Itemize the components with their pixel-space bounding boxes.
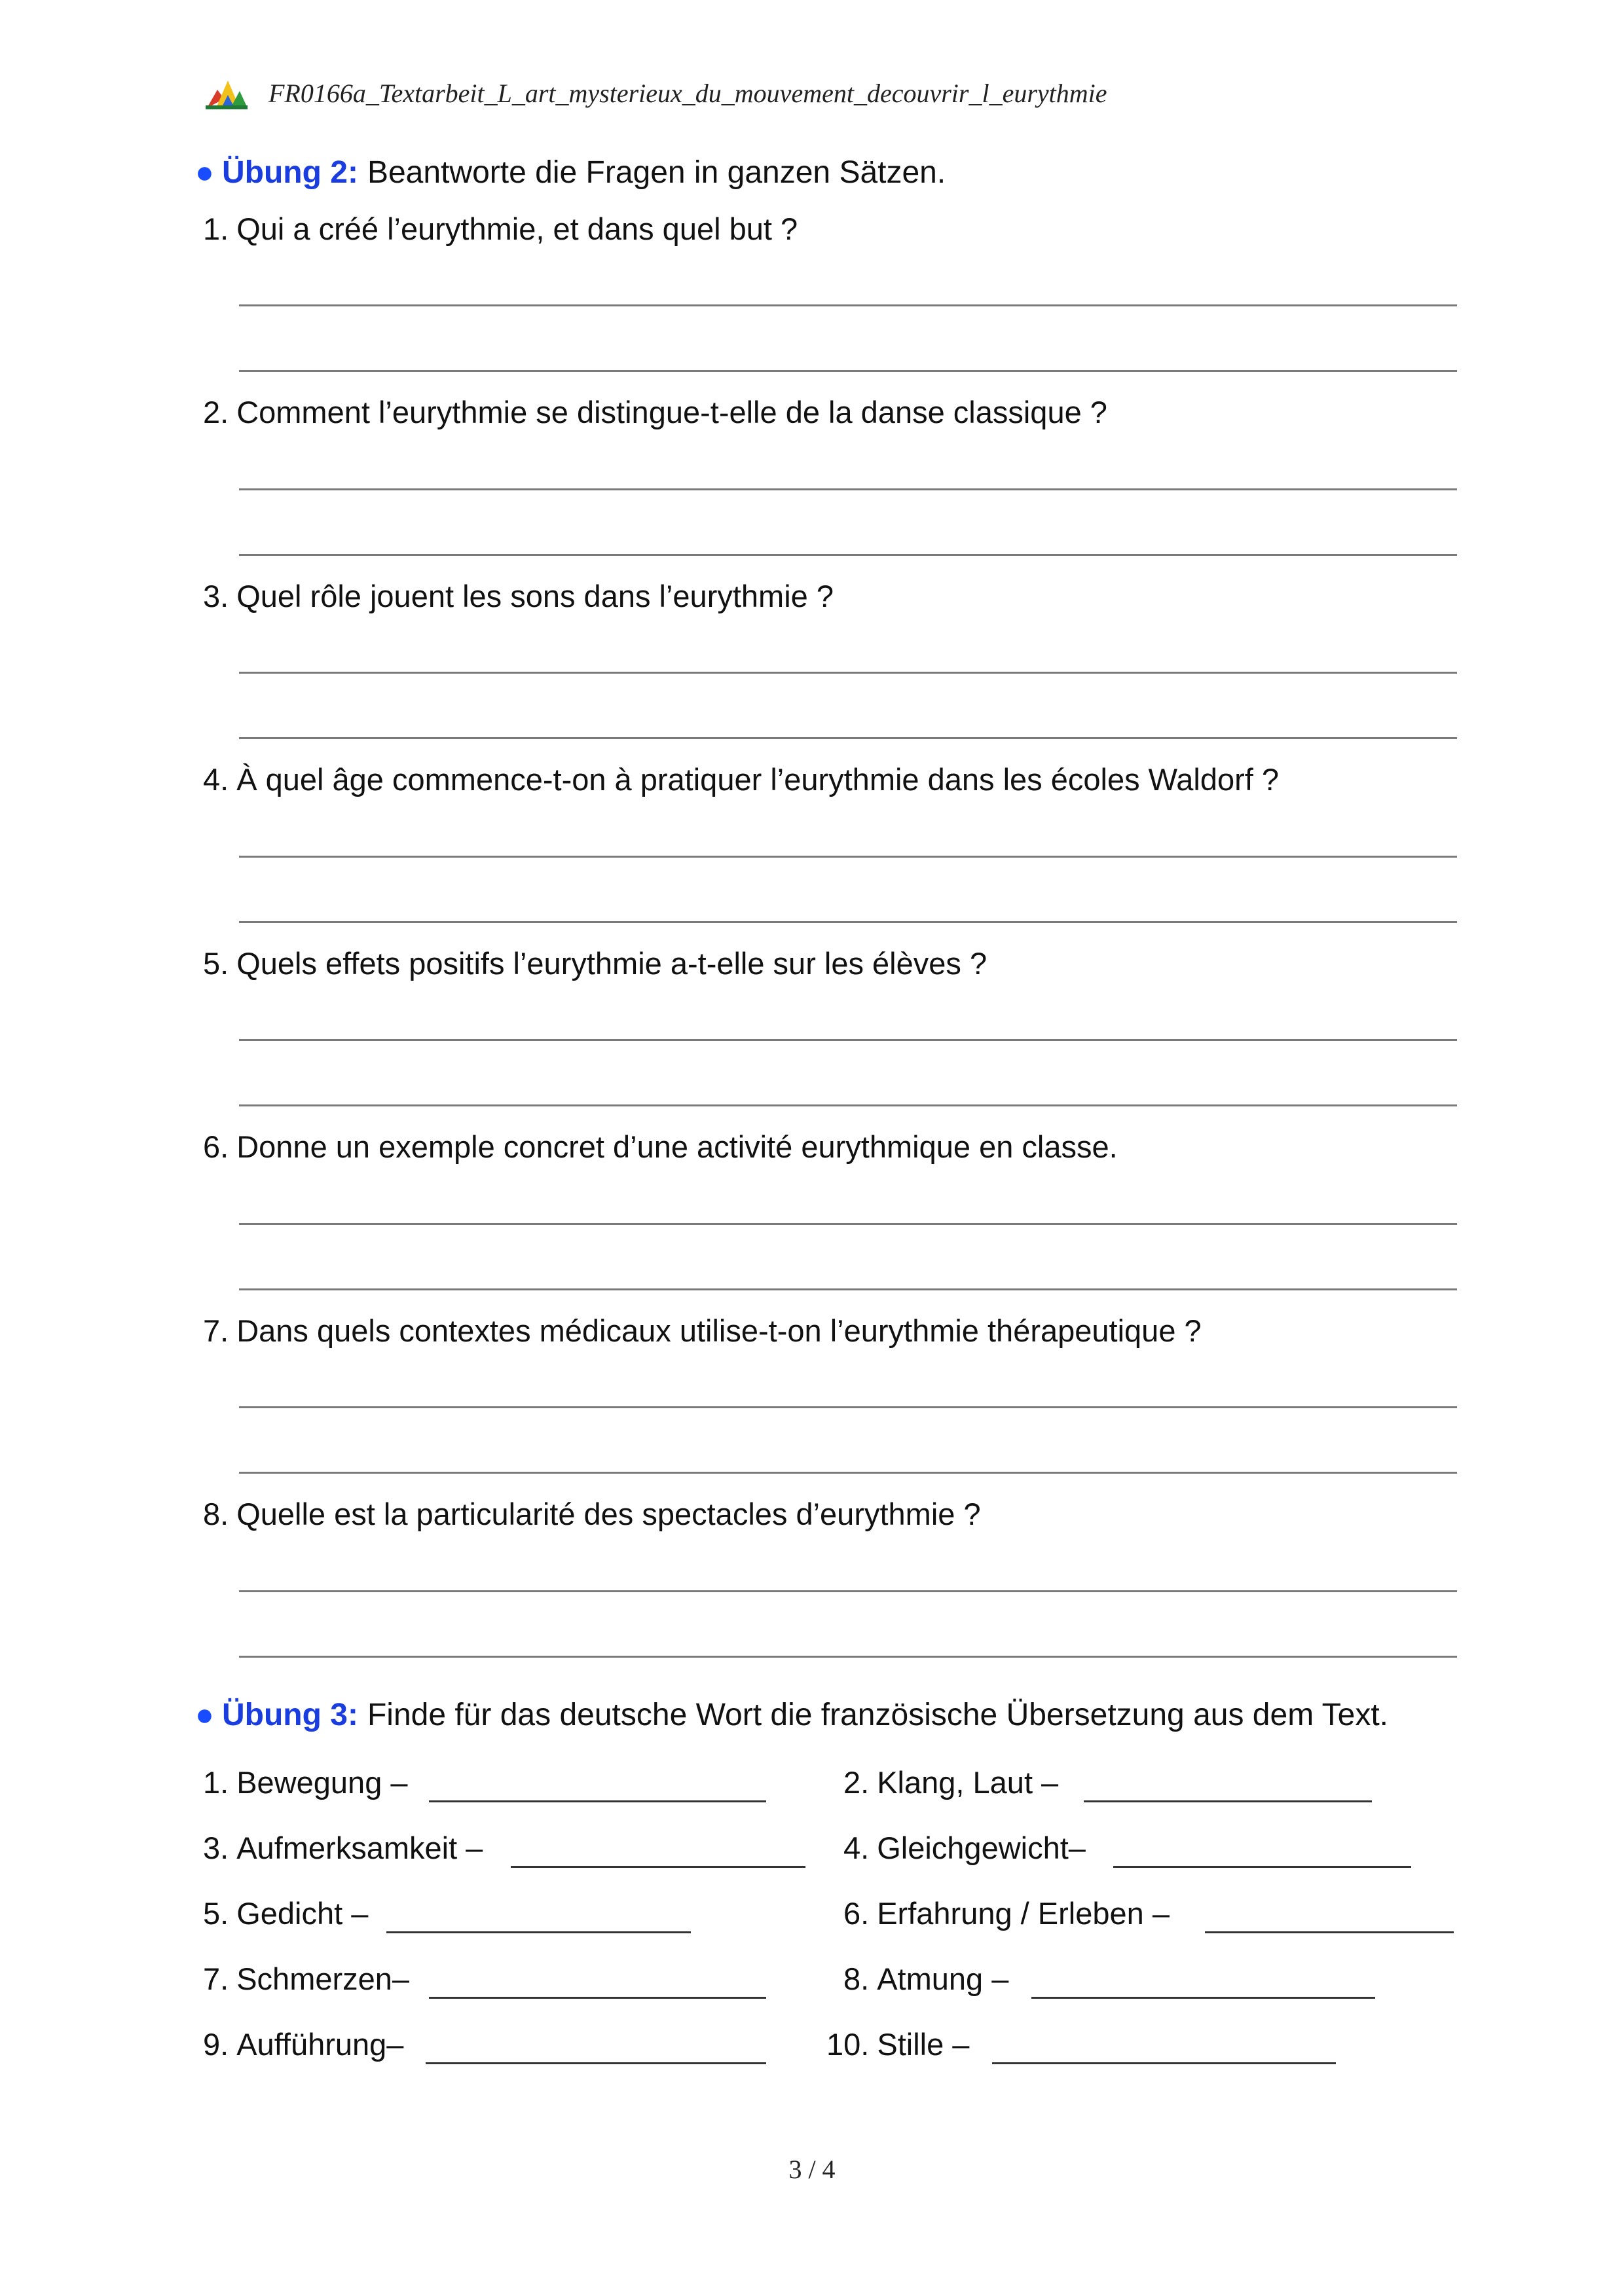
question-2: 2. Comment l’eurythmie se distingue-t-elle de la danse classique ? — [203, 395, 1107, 429]
exercise-3-label: Übung 3: — [222, 1698, 358, 1732]
exercise-2-title — [195, 155, 946, 191]
vocab-blank-6[interactable] — [1205, 1931, 1454, 1933]
answer-line[interactable] — [239, 856, 1457, 858]
page-number: 3 / 4 — [788, 2155, 836, 2184]
exercise-3-instruction: Finde für das deutsche Wort die französische Übersetzung aus dem Text. — [367, 1698, 1389, 1732]
vocab-item-4: 4. Gleichgewicht– — [843, 1831, 1086, 1865]
answer-line[interactable] — [239, 672, 1457, 674]
bullet-icon: ● — [195, 1698, 214, 1732]
vocab-blank-5[interactable] — [386, 1931, 691, 1933]
answer-line[interactable] — [239, 1590, 1457, 1592]
answer-line[interactable] — [239, 370, 1457, 372]
exercise-2-instruction: Beantworte die Fragen in ganzen Sätzen. — [367, 155, 946, 190]
answer-line[interactable] — [239, 1472, 1457, 1474]
exercise-3-title — [195, 1697, 1388, 1733]
vocab-item-10: 10. Stille – — [826, 2027, 970, 2062]
answer-line[interactable] — [239, 1656, 1457, 1658]
vocab-blank-10[interactable] — [992, 2062, 1336, 2064]
vocab-item-6: 6. Erfahrung / Erleben – — [843, 1896, 1170, 1931]
vocab-blank-1[interactable] — [429, 1800, 766, 1802]
vocab-blank-7[interactable] — [429, 1997, 766, 1999]
answer-line[interactable] — [239, 921, 1457, 923]
vocab-blank-8[interactable] — [1031, 1997, 1375, 1999]
page-header — [204, 73, 1107, 113]
answer-line[interactable] — [239, 1104, 1457, 1106]
question-3: 3. Quel rôle jouent les sons dans l’eurythmie ? — [203, 579, 834, 613]
vocab-item-1: 1. Bewegung – — [203, 1765, 408, 1800]
answer-line[interactable] — [239, 1223, 1457, 1225]
vocab-blank-3[interactable] — [511, 1866, 805, 1868]
answer-line[interactable] — [239, 1406, 1457, 1408]
vocab-item-8: 8. Atmung – — [843, 1961, 1009, 1996]
vocab-item-3: 3. Aufmerksamkeit – — [203, 1831, 483, 1865]
vocab-item-2: 2. Klang, Laut – — [843, 1765, 1059, 1800]
vocab-item-5: 5. Gedicht – — [203, 1896, 369, 1931]
document-filename: FR0166a_Textarbeit_L_art_mysterieux_du_mouvement_decouvrir_l_eurythmie — [268, 78, 1107, 108]
answer-line[interactable] — [239, 737, 1457, 739]
question-8: 8. Quelle est la particularité des spectacles d’eurythmie ? — [203, 1497, 981, 1531]
bullet-icon: ● — [195, 155, 214, 190]
answer-line[interactable] — [239, 488, 1457, 490]
question-7: 7. Dans quels contextes médicaux utilise-t-on l’eurythmie thérapeutique ? — [203, 1313, 1202, 1348]
answer-line[interactable] — [239, 1288, 1457, 1290]
question-5: 5. Quels effets positifs l’eurythmie a-t-elle sur les élèves ? — [203, 946, 987, 981]
vocab-item-7: 7. Schmerzen– — [203, 1961, 410, 1996]
vocab-blank-2[interactable] — [1084, 1800, 1372, 1802]
logo-icon — [204, 75, 249, 111]
question-1: 1. Qui a créé l’eurythmie, et dans quel but ? — [203, 211, 798, 246]
vocab-blank-9[interactable] — [426, 2062, 766, 2064]
vocab-blank-4[interactable] — [1113, 1866, 1411, 1868]
answer-line[interactable] — [239, 304, 1457, 306]
vocab-item-9: 9. Aufführung– — [203, 2027, 404, 2062]
question-4: 4. À quel âge commence-t-on à pratiquer l’eurythmie dans les écoles Waldorf ? — [203, 762, 1280, 797]
answer-line[interactable] — [239, 554, 1457, 556]
answer-line[interactable] — [239, 1039, 1457, 1041]
question-6: 6. Donne un exemple concret d’une activité eurythmique en classe. — [203, 1129, 1118, 1164]
exercise-2-label: Übung 2: — [222, 155, 358, 190]
